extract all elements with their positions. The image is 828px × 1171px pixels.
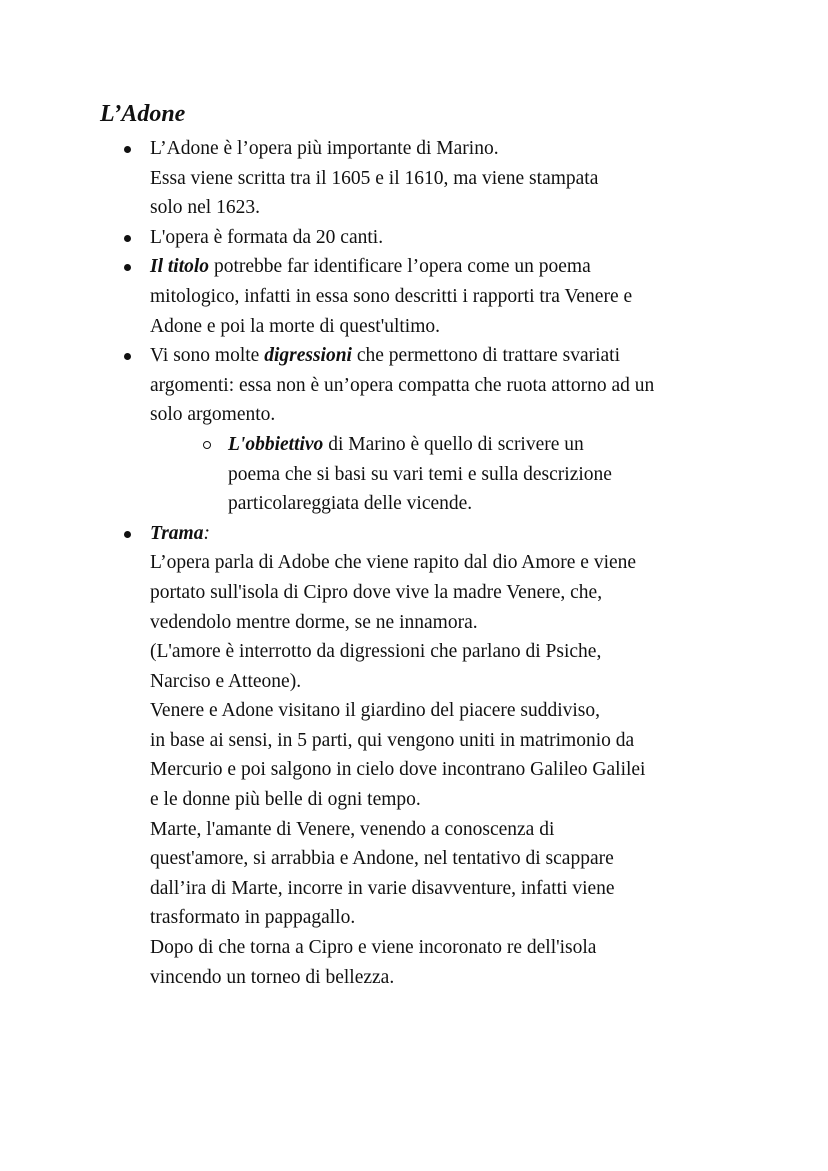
list-item-titolo [0, 252, 750, 341]
bullet-icon [124, 235, 131, 242]
text-line: L'opera è formata da 20 canti. [150, 226, 384, 248]
text-line: e le donne più belle di ogni tempo. [150, 789, 421, 811]
emphasis-term: digressioni [264, 345, 352, 367]
text-line: Essa viene scritta tra il 1605 e il 1610, ma viene stampata [150, 167, 599, 189]
text-line: quest'amore, si arrabbia e Andone, nel tentativo di scappare [150, 848, 614, 870]
text-line: Venere e Adone visitano il giardino del piacere suddiviso, [150, 700, 601, 722]
text-run: di Marino è quello di scrivere un [323, 433, 584, 455]
text-line: Marte, l'amante di Venere, venendo a conoscenza di [150, 818, 555, 840]
text-line: Dopo di che torna a Cipro e viene incoronato re dell'isola [150, 937, 597, 959]
text-line: solo argomento. [150, 404, 276, 426]
text-run: potrebbe far identificare l’opera come un poema [209, 256, 591, 278]
text-line: poema che si basi su vari temi e sulla descrizione [228, 463, 612, 485]
page-title: L’Adone [100, 101, 186, 127]
text-line: vedendolo mentre dorme, se ne innamora. [150, 611, 478, 633]
text-line: portato sull'isola di Cipro dove vive la madre Venere, che, [150, 581, 603, 603]
bullet-icon [124, 146, 131, 153]
list-item-marino [0, 134, 750, 223]
list-item-digressioni [0, 341, 750, 430]
text-line [150, 341, 750, 371]
text-line: in base ai sensi, in 5 parti, qui vengono uniti in matrimonio da [150, 729, 635, 751]
text-line: dall’ira di Marte, incorre in varie disavventure, infatti viene [150, 877, 615, 899]
text-line: (L'amore è interrotto da digressioni che parlano di Psiche, [150, 641, 602, 663]
text-line [228, 430, 828, 460]
text-line [150, 519, 750, 549]
text-line: vincendo un torneo di bellezza. [150, 966, 395, 988]
bullet-list [0, 134, 828, 992]
emphasis-term: L'obbiettivo [228, 433, 324, 455]
sub-list-item-obbiettivo [0, 430, 828, 519]
bullet-icon [124, 353, 131, 360]
text-line: trasformato in pappagallo. [150, 907, 356, 929]
text-line: Mercurio e poi salgono in cielo dove incontrano Galileo Galilei [150, 759, 646, 781]
text-line: argomenti: essa non è un’opera compatta che ruota attorno ad un [150, 374, 655, 396]
text-line: solo nel 1623. [150, 197, 260, 219]
text-run: che permettono di trattare svariati [351, 345, 620, 367]
text-line: mitologico, infatti in essa sono descritti i rapporti tra Venere e [150, 285, 633, 307]
hollow-bullet-icon [203, 441, 211, 449]
text-run: : [203, 522, 210, 544]
text-line: Narciso e Atteone). [150, 670, 302, 692]
text-line: L’opera parla di Adobe che viene rapito dal dio Amore e viene [150, 552, 637, 574]
text-line [150, 252, 750, 282]
bullet-icon [124, 531, 131, 538]
text-line: L’Adone è l’opera più importante di Marino. [150, 138, 499, 159]
list-item-canti [0, 223, 750, 253]
text-run: Vi sono molte [150, 345, 265, 367]
bullet-icon [124, 264, 131, 271]
list-item-trama [0, 519, 750, 993]
text-line: particolareggiata delle vicende. [228, 493, 473, 515]
emphasis-term: Trama [150, 522, 204, 544]
emphasis-term: Il titolo [150, 256, 210, 278]
text-line: Adone e poi la morte di quest'ultimo. [150, 315, 441, 337]
